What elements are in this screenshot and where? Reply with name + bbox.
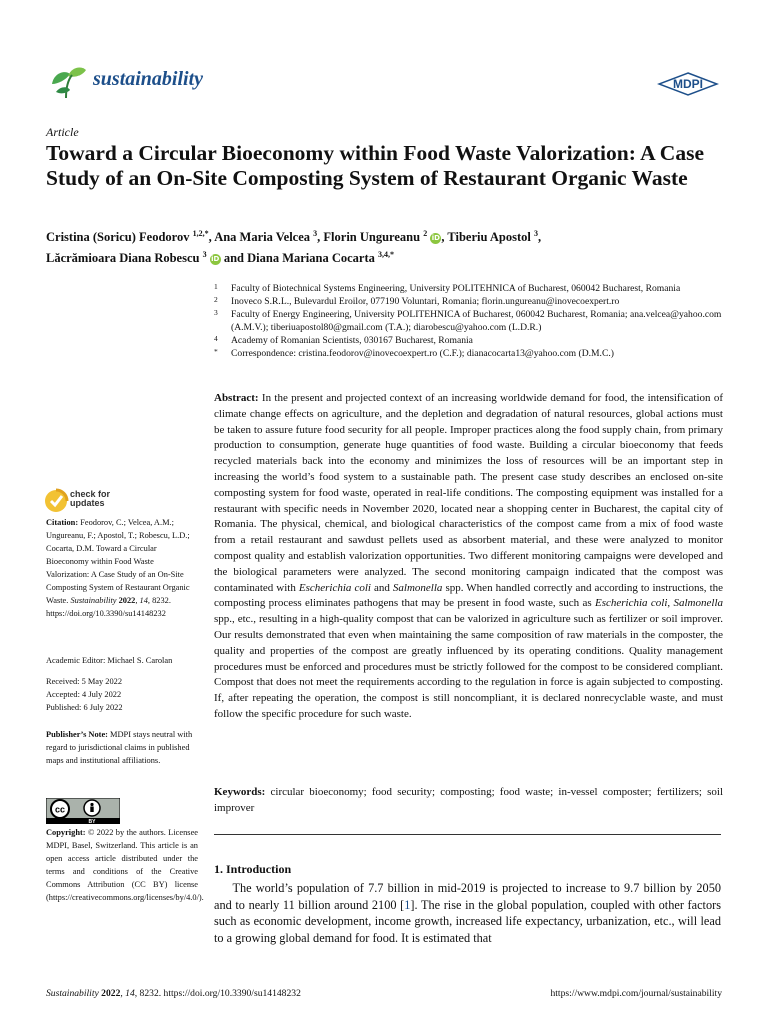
author-affil-sup: 2 (423, 229, 428, 238)
accepted-date: Accepted: 4 July 2022 (46, 690, 122, 699)
article-type: Article (46, 125, 79, 139)
abstract: Abstract: In the present and projected context of an increasing worldwide demand for food, the intensification of climate change effects on agriculture, and the depletion and degradation of natural resources, global actions must be taken to assure future food security for all people. Improper practices along the food supply chain, from primary production to consumption, generate huge quantities of food waste. Building a circular bioeconomy that feeds recycled materials back into the economy and minimizes the loss of resources will be an important step in increasing the world’s food system to a sustainable path. The present case study describes an enclosed on-site composting system for food waste, operated in real-life conditions. The composting equipment was installed for a restaurant with specific needs in November 2020, located near a shopping center in Bucharest, the capital city of Romania. The physical, chemical, and biological characteristics of the compost came from a mix of food waste from a retail restaurant and sawdust pellets used as absorbent material, and these were analyzed to monitor compost quality and establish valorization opportunities. Two different monitoring campaigns were developed and the biological parameters were analyzed. The second monitoring campaign indicated that the compost was contaminated with Escherichia coli and Salmonella spp. When handled correctly and according to instructions, the composting process eliminates pathogens that may be present in food waste, such as Escherichia coli, Salmonella spp., etc., resulting in a high-quality compost that can be valorized in agriculture such as fertilizer or soil improver. Our results demonstrated that even when maintaining the same composition of raw materials in the composter, the quality and properties of the compost are greatly influenced by its operating conditions. Quality management procedures must be enforced and procedures must be strictly followed for the compost to be considered compliant. Compost that does not meet the requirements according to the regulation in force is again subjected to composting. If, after repeating the operation, the compost is still noncompliant, it is declared nonrecyclable waste, and must follow the specific procedure for such waste. (214, 392, 724, 720)
affiliation-item: 1 Faculty of Biotechnical Systems Engineering, University POLITEHNICA of Bucharest, 060042 Bucharest, Romania (214, 282, 681, 294)
svg-text:cc: cc (54, 804, 66, 815)
author-name[interactable]: Ana Maria Velcea (214, 230, 311, 245)
author-name[interactable]: Florin Ungureanu (323, 230, 421, 245)
affiliation-item: 3 Faculty of Energy Engineering, University POLITEHNICA of Bucharest, 060042 Bucharest, Romania; ana.velcea@yahoo.com (A.M.V.); tiberiuapostol80@gmail.com (T.A.); diarobescu@yahoo.com (L.D.R.) (214, 308, 722, 333)
citation-doi-link[interactable]: , 8232. https://doi.org/10.3390/su14148232 (46, 596, 171, 618)
academic-editor: Academic Editor: Michael S. Carolan (46, 656, 173, 665)
author-affil-sup: 3,4,* (378, 250, 395, 260)
author-name[interactable]: Cristina (Soricu) Feodorov (46, 230, 190, 245)
mdpi-logo-icon[interactable] (657, 72, 719, 96)
author-affil-sup: 3 (533, 229, 538, 238)
affiliations (214, 282, 724, 360)
author-name[interactable]: Tiberiu Apostol (447, 230, 531, 245)
abstract-label: Abstract: (214, 392, 259, 404)
affiliation-item: 2 Inoveco S.R.L., Bulevardul Eroilor, 077190 Voluntari, Romania; florin.ungureanu@inovecoexpert.ro (214, 295, 620, 307)
cc-by-license-icon[interactable] (46, 798, 120, 824)
page-footer (46, 988, 722, 999)
keywords-label: Keywords: (214, 786, 266, 798)
section-heading: 1. Introduction (214, 862, 292, 876)
received-date: Received: 5 May 2022 (46, 677, 123, 686)
footer-citation: Sustainability 2022, 14, 8232. https://doi.org/10.3390/su14148232 (46, 988, 301, 999)
journal-name[interactable]: sustainability (93, 68, 204, 90)
journal-url-link[interactable]: https://www.mdpi.com/journal/sustainability (550, 988, 722, 999)
publication-dates (46, 675, 198, 714)
author-affil-sup: 1,2,* (192, 229, 209, 238)
introduction-text: The world’s population of 7.7 billion in mid-2019 is projected to increase to 9.7 billion by 2050 and to nearly 11 billion around 2100 [1]. The rise in the global population, coupled with other factors such as economic development, income growth, increased life expectancy, urbanization, etc., will lead to a growing global demand for food. It is estimated that (214, 881, 721, 945)
author-affil-sup: 3 (202, 250, 207, 260)
author-affil-sup: 3 (313, 229, 318, 238)
article-title: Toward a Circular Bioeconomy within Food Waste Valorization: A Case Study of an On-Site Composting System of Restaurant Organic Waste (46, 141, 704, 190)
publisher-name: MDPI (673, 77, 703, 91)
citation-label: Citation: (46, 518, 79, 527)
check-for-updates-label[interactable]: check for updates (70, 489, 111, 508)
affiliation-item: 4 Academy of Romanian Scientists, 030167 Bucharest, Romania (214, 334, 473, 346)
correspondence-item: * Correspondence: cristina.feodorov@inovecoexpert.ro (C.F.); dianacocarta13@yahoo.com (D.M.C.) (214, 347, 614, 359)
orcid-icon[interactable]: iD (431, 234, 440, 243)
author-list: Cristina (Soricu) Feodorov $^{1,2,*}$, Ana Maria Velcea $^3$, Florin Ungureanu $^2$ iD, Tiberiu Apostol $^3$, Lăcrămioara Diana Robescu $^3$ iD and Diana Mariana Cocarta $^{3,4,*}$ (46, 229, 542, 266)
orcid-icon[interactable]: iD (211, 255, 220, 264)
published-date: Published: 6 July 2022 (46, 703, 123, 712)
copyright-block: Copyright: © 2022 by the authors. Licensee MDPI, Basel, Switzerland. This article is an open access article distributed under the terms and conditions of the Creative Commons Attribution (CC BY) license (https://creativecommons.org/licenses/by/4.0/). (46, 828, 204, 902)
reference-link[interactable]: 1 (404, 897, 411, 912)
citation-block: Citation: Feodorov, C.; Velcea, A.M.; Ungureanu, F.; Apostol, T.; Robescu, L.D.; Cocarta, D.M. Toward a Circular Bioeconomy within Food Waste Valorization: A Case Study of an On-Site Composting System of Restaurant Organic Waste. Sustainability 2022, 14, 8232. https://doi.org/10.3390/su14148232 (46, 518, 190, 618)
author-name[interactable]: Lăcrămioara Diana Robescu (46, 251, 200, 266)
author-name[interactable]: Diana Mariana Cocarta (247, 251, 375, 266)
divider (214, 834, 721, 835)
publisher-note: Publisher’s Note: MDPI stays neutral with regard to jurisdictional claims in published maps and institutional affiliations. (46, 730, 193, 765)
author-conjunction: and (223, 251, 244, 266)
journal-leaf-logo-icon (46, 62, 88, 100)
keywords: Keywords: circular bioeconomy; food security; composting; food waste; in-vessel composter; fertilizers; soil improver (214, 786, 723, 814)
svg-text:BY: BY (88, 819, 96, 824)
